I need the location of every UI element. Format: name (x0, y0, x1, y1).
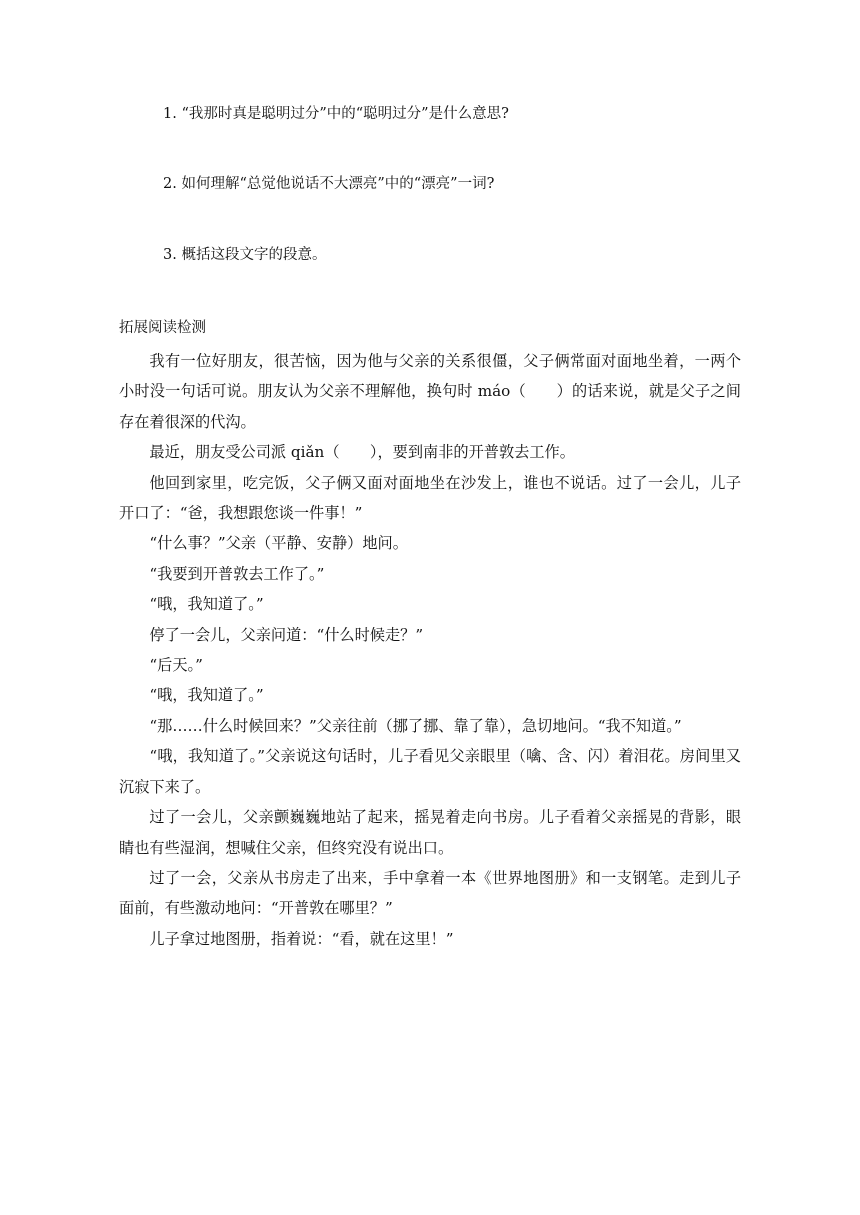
paragraph: “哦，我知道了。” (149, 595, 264, 614)
paragraph: 儿子拿过地图册，指着说：“看，就在这里！” (149, 929, 454, 948)
paragraph: 他回到家里，吃完饭，父子俩又面对面地坐在沙发上，谁也不说话。过了一会儿，儿子开口了：“爸，我想跟您谈一件事！” (119, 473, 741, 523)
question-1: 1. “我那时真是聪明过分”中的“聪明过分”是什么意思? (163, 106, 509, 122)
paragraph: “那……什么时候回来？”父亲往前（挪了挪、靠了靠），急切地问。“我不知道。” (149, 716, 682, 735)
paragraph: 过了一会儿，父亲颤巍巍地站了起来，摇晃着走向书房。儿子看着父亲摇晃的背影，眼睛也有些湿润，想喊住父亲，但终究没有说出口。 (119, 808, 741, 857)
paragraph: 过了一会，父亲从书房走了出来，手中拿着一本《世界地图册》和一支钢笔。走到儿子面前，有些激动地问：“开普敦在哪里？” (119, 868, 741, 918)
paragraph: 我有一位好朋友，很苦恼，因为他与父亲的关系很僵，父子俩常面对面地坐着，一两个小时没一句话可说。朋友认为父亲不理解他，换句时 máo（ ）的话来说，就是父子之间存在着很深的代沟。 (119, 352, 741, 431)
reading-passage (119, 346, 741, 954)
paragraph: “哦，我知道了。”父亲说这句话时，儿子看见父亲眼里（噙、含、闪）着泪花。房间里又沉寂下来了。 (119, 747, 741, 796)
paragraph: “后天。” (149, 656, 203, 675)
paragraph: “哦，我知道了。” (149, 686, 264, 705)
question-2: 2. 如何理解“总觉他说话不大漂亮”中的“漂亮”一词? (163, 176, 495, 192)
paragraph: 停了一会儿，父亲问道：“什么时候走？” (149, 625, 424, 644)
question-3: 3. 概括这段文字的段意。 (163, 247, 327, 263)
paragraph: “什么事？”父亲（平静、安静）地问。 (149, 534, 408, 553)
paragraph: “我要到开普敦去工作了。” (149, 564, 325, 583)
paragraph: 最近，朋友受公司派 qiǎn（ ），要到南非的开普敦去工作。 (149, 443, 575, 462)
section-title: 拓展阅读检测 (119, 320, 206, 336)
